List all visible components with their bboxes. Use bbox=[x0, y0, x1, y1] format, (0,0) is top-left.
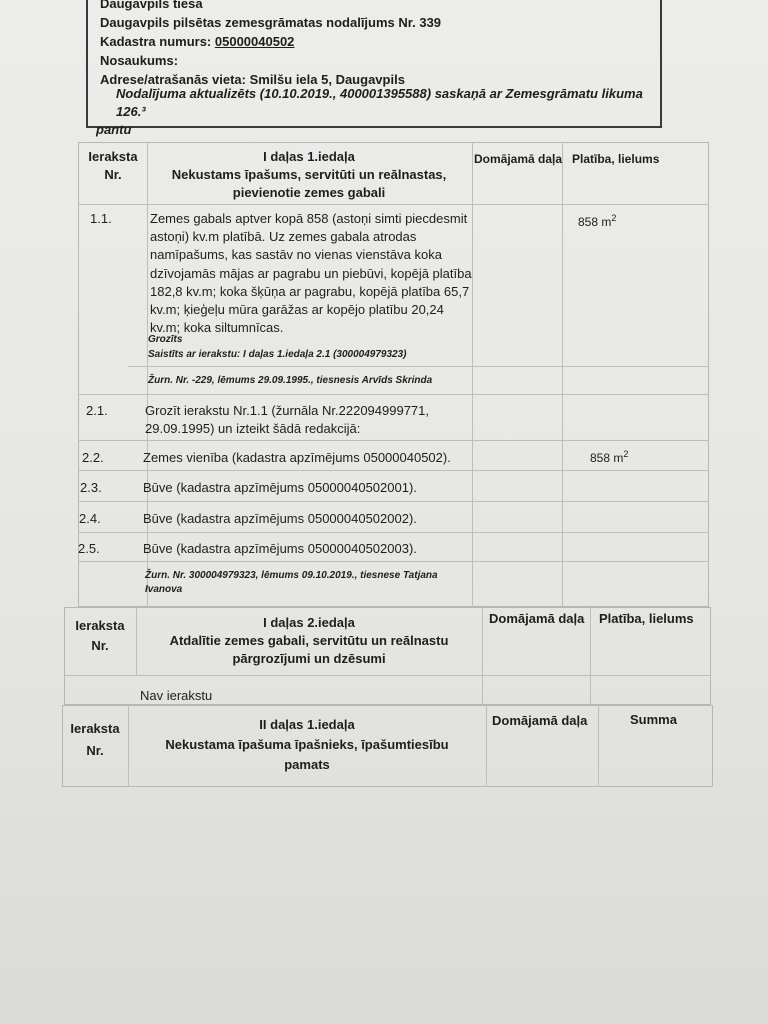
register-header bbox=[86, 0, 662, 137]
col-entry-nr-2: Ieraksta Nr. bbox=[75, 618, 125, 653]
col-area-2: Platība, lielums bbox=[599, 611, 694, 626]
entry-2-1-text: Grozīt ierakstu Nr.1.1 (žurnāla Nr.222094999771, 29.09.1995) un izteikt šādā redakcijā: bbox=[145, 403, 429, 436]
entry-2-3-text: Būve (kadastra apzīmējums 05000040502001). bbox=[143, 480, 417, 495]
department-line: Daugavpils pilsētas zemesgrāmatas nodalījums Nr. 339 bbox=[100, 15, 442, 30]
section2-title: I daļas 2.iedaļa Atdalītie zemes gabali, servitūtu un reālnastu pārgrozījumi un dzēsumi bbox=[169, 615, 449, 666]
entry-1-1-linked: Saistīts ar ierakstu: I daļas 1.iedaļa 2.1 (300004979323) bbox=[148, 349, 407, 360]
col-share: Domājamā daļa bbox=[474, 152, 563, 166]
court-name: Daugavpils tiesa bbox=[100, 0, 203, 11]
entry-2-2-nr: 2.2. bbox=[82, 450, 104, 465]
entry-1-1-text: Zemes gabals aptver kopā 858 (astoņi simti piecdesmit astoņi) kv.m platībā. Uz zemes gabala atrodas namīpašums, kas sastāv no vienas vienstāva koka dzīvojamās mājas ar pagrabu un piebūvi, kopējā platība 182,8 kv.m; koka šķūņa ar pagrabu, kopējā platība 65,7 kv.m; ķieģeļu mūra garāžas ar kopējo platību 20,24 kv.m; koka siltumnīcas. bbox=[150, 211, 472, 336]
col-share-3: Domājamā daļa bbox=[492, 713, 588, 728]
entry-2-1-nr: 2.1. bbox=[86, 403, 108, 418]
col-share-2: Domājamā daļa bbox=[489, 611, 585, 626]
cadastre-number: 05000040502 bbox=[214, 34, 295, 49]
journal-record-2: Žurn. Nr. 300004979323, lēmums 09.10.2019., tiesnese Tatjana Ivanova bbox=[145, 570, 438, 595]
journal-record-1: Žurn. Nr. -229, lēmums 29.09.1995., tiesnesis Arvīds Skrinda bbox=[148, 375, 433, 386]
entry-2-3-nr: 2.3. bbox=[80, 480, 102, 495]
entry-2-2-area: 858 $m^2$ bbox=[590, 449, 629, 465]
col-area: Platība, lielums bbox=[572, 152, 660, 166]
entry-2-2-text: Zemes vienība (kadastra apzīmējums 05000040502). bbox=[143, 450, 451, 465]
entry-1-1-nr: 1.1. bbox=[90, 211, 112, 226]
entry-2-4-text: Būve (kadastra apzīmējums 05000040502002). bbox=[143, 511, 417, 526]
address-line: Adrese/atrašanās vieta: Smilšu iela 5, Daugavpils bbox=[100, 72, 405, 87]
part2-title: II daļas 1.iedaļa Nekustama īpašuma īpašnieks, īpašumtiesību pamats bbox=[165, 717, 449, 772]
col-entry-nr-3: Ieraksta Nr. bbox=[70, 721, 120, 758]
update-note: Nodalījuma aktualizēts (10.10.2019., 400001395588) saskaņā ar Zemesgrāmatu likuma 126.³ pantu bbox=[96, 86, 643, 137]
entry-2-4-nr: 2.4. bbox=[79, 511, 101, 526]
col-entry-nr: Ieraksta Nr. bbox=[88, 149, 138, 182]
no-entries: Nav ierakstu bbox=[140, 688, 213, 703]
name-label: Nosaukums: bbox=[100, 53, 179, 68]
entry-2-5-nr: 2.5. bbox=[78, 541, 100, 556]
section-title: I daļas 1.iedaļa Nekustams īpašums, servitūti un reālnastas, pievienotie zemes gabali bbox=[171, 149, 447, 200]
entry-1-1-amended: Grozīts bbox=[148, 334, 183, 345]
entry-2-5-text: Būve (kadastra apzīmējums 05000040502003). bbox=[143, 541, 417, 556]
col-sum: Summa bbox=[630, 712, 677, 727]
cadastre-line: Kadastra numurs: 05000040502 bbox=[100, 34, 295, 49]
entry-1-1-area: 858 $m^2$ bbox=[578, 213, 617, 229]
